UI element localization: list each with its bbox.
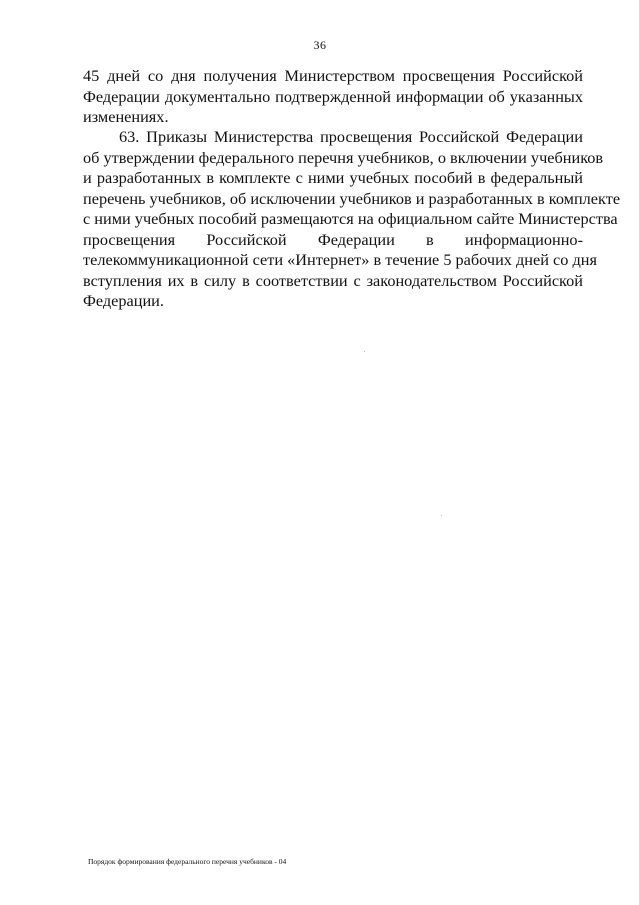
scan-speck (441, 515, 442, 516)
page-number: 36 (313, 38, 327, 52)
paragraph-line: изменениях. (83, 107, 169, 126)
paragraph-line: 63. Приказы Министерства просвещения Российской Федерации (119, 127, 583, 146)
paragraph-line: с ними учебных пособий размещаются на официальном сайте Министерства (83, 209, 618, 228)
paragraph-line: вступления их в силу в соответствии с законодательством Российской (83, 270, 583, 290)
paragraph-line: перечень учебников, об исключении учебников и разработанных в комплекте (83, 188, 621, 208)
continuation-paragraph (83, 66, 583, 128)
paragraph-line: об утверждении федерального перечня учебников, о включении учебников (83, 147, 604, 167)
paragraph-line: 45 дней со дня получения Министерством просвещения Российской (83, 66, 583, 85)
paragraph-line: просвещения Российской Федерации в информационно- (83, 229, 583, 249)
paragraph-line: и разработанных в комплекте с ними учебных пособий в федеральный (83, 168, 583, 187)
document-footer: Порядок формирования федерального перечня учебников - 04 (88, 857, 287, 866)
scan-speck (364, 351, 365, 352)
paragraph-line: телекоммуникационной сети «Интернет» в течение 5 рабочих дней со дня (83, 250, 597, 269)
paragraph-63 (83, 127, 621, 312)
paragraph-line: Федерации документально подтвержденной информации об указанных (83, 86, 583, 106)
paragraph-line: Федерации. (83, 291, 164, 310)
